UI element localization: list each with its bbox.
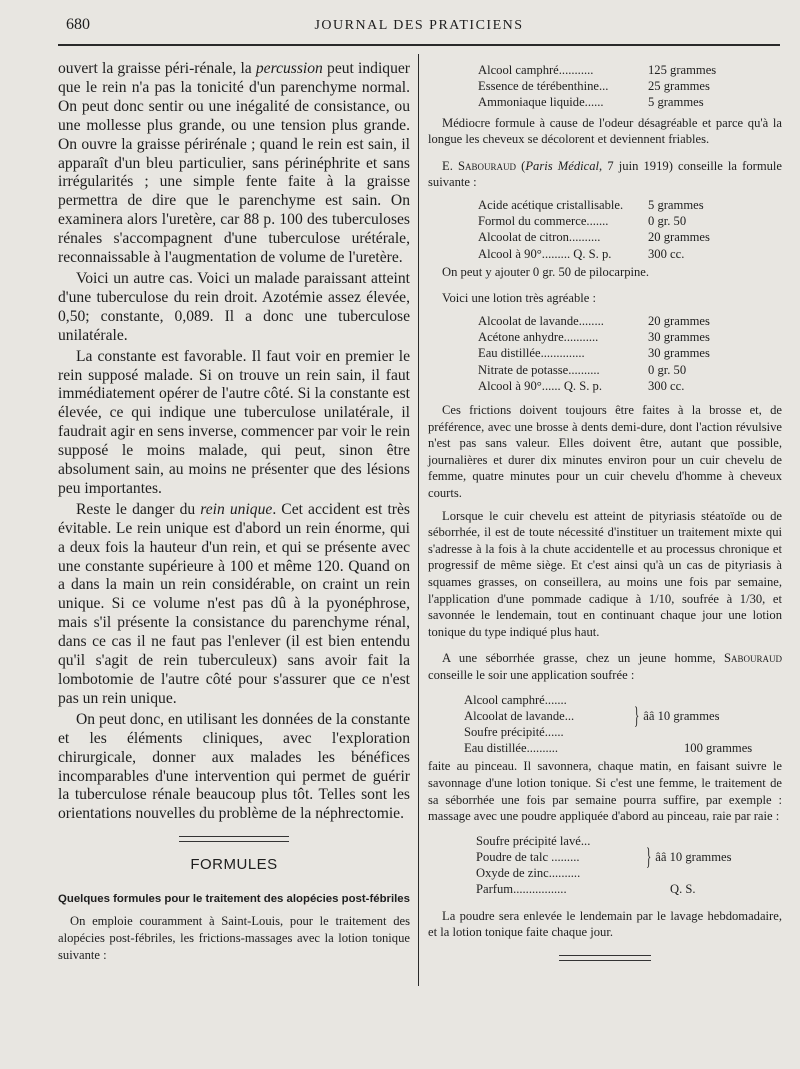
- shared-quantity: ââ 10 grammes: [655, 849, 732, 864]
- right-column: [428, 62, 782, 961]
- left-paragraph-4: Reste le danger du rein unique. Cet accident est très évitable. Le rein unique est d'abord un rein énorme, qui a deux fois la hauteur d'un rein, et qui se présente avec une constante supérieure à 100 et même 120. Quand on a dans la main un rein considérable, on craint un rein unique. Si ce volume n'est pas dû à la pyonéphrose, mais s'il présente la consistance du parenchyme rénal, dans ce cas il ne faut pas l'enlever (il est bien entendu qu'il s'agit de rein tuberculeux) sans avoir fait la lombotomie de l'autre côté pour s'assurer que ce n'est pas un rein unique.: [58, 500, 410, 707]
- recipe-2: [478, 197, 710, 262]
- right-paragraph-8: La poudre sera enlevée le lendemain par le lavage hebdomadaire, et la lotion tonique faite chaque jour.: [428, 908, 782, 940]
- author-name: Sabouraud: [723, 651, 782, 666]
- source-title: Paris Médical: [525, 158, 600, 173]
- right-paragraph-1: Médiocre formule à cause de l'odeur désagréable et parce qu'à la longue les cheveux se décolorent et deviennent friables.: [428, 115, 782, 147]
- left-paragraph-1: ouvert la graisse péri-rénale, la percussion peut indiquer que le rein n'a pas la tonicité d'un parenchyme normal. On peut donc sentir ou une inégalité de consistance, ou une mollesse plus grande, ou une tension plus grande. On ouvre la graisse périrénale ; quand le rein est sain, il apparaît d'un bleu particulier, sans périnéphrite et sans irrégularités ; une simple fente faite à la graisse permettra de dire que le parenchyme est sain. On examinera alors l'uretère, car 88 p. 100 des tuberculoses rénales s'accompagnent d'une tuberculose urétérale, reconnaissable à l'augmentation de volume de l'uretère.: [58, 60, 410, 267]
- recipe-row: Acide acétique cristallisable. 5 grammes: [478, 197, 704, 212]
- right-paragraph-3: Voici une lotion très agréable :: [442, 291, 596, 306]
- emphasis-rein-unique: rein unique: [200, 500, 273, 518]
- recipe-row: Ammoniaque liquide...... 5 grammes: [478, 95, 704, 110]
- column-divider: [418, 54, 419, 986]
- recipe-5: [476, 833, 732, 898]
- recipe-row: Eau distillée.......... 100 grammes: [464, 741, 753, 756]
- header-rule: [58, 44, 780, 46]
- left-paragraph-3: La constante est favorable. Il faut voir en premier le rein supposé malade. Si on trouve un rein sain, il faut immédiatement opérer de l'autre côté. Si la constante est élevée, ce qui indique une tuberculose unilatérale, il faudrait agir en sens inverse, commencer par voir le rein supposé le moins malade, qui peut, sinon être absolument sain, au moins ne présenter que des lésions peu importantes.: [58, 347, 410, 497]
- recipe-row: Eau distillée.............. 30 grammes: [478, 346, 710, 361]
- recipe-4: [464, 692, 752, 757]
- recipe-row: Alcoolat de lavande........ 20 grammes: [478, 313, 710, 328]
- recipe-row: Alcool à 90°......... Q. S. p. 300 cc.: [478, 246, 685, 261]
- recipe-row: Soufre précipité......: [464, 724, 564, 739]
- recipe-row: Poudre de talc .........: [476, 849, 580, 864]
- brace-glyph: }: [634, 703, 640, 730]
- shared-quantity: ââ 10 grammes: [643, 708, 720, 723]
- section-divider: [179, 836, 289, 842]
- left-paragraph-5: On peut donc, en utilisant les données de la constante et les éléments cliniques, avec l'exploration chirurgicale, donner aux malades les bénéfices incomparables d'une intervention qui permet de guérir la tuberculose rénale beaucoup plus tôt. Telles sont les orientations nouvelles du problème de la néphrectomie.: [58, 710, 410, 823]
- recipe-row: Essence de térébenthine... 25 grammes: [478, 79, 710, 94]
- recipe-row: Oxyde de zinc..........: [476, 866, 581, 881]
- right-paragraph-4: Ces frictions doivent toujours être faites à la brosse et, de préférence, avec une brosse à dents demi-dure, dont l'action révulsive n'est pas sans valeur. Elles doivent être, autant que possible, journalières et durer dix minutes environ pour un cuir chevelu de femme, quatre minutes pour un cuir chevelu d'homme à cheveux courts.: [428, 403, 782, 500]
- page-number: 680: [66, 16, 90, 33]
- recipe-1: [478, 62, 716, 111]
- recipe-row: Parfum................. Q. S.: [476, 882, 696, 897]
- right-paragraph-7: faite au pinceau. Il savonnera, chaque matin, en faisant suivre le savonnage d'une lotion tonique. Si c'est une femme, le traitement de sa séborrhée une fois par semaine pourra suffire, par exemple : massage avec une poudre appliquée d'abord au pinceau, raie par raie :: [428, 759, 782, 824]
- recipe-row: Alcool camphré....... } ââ 10 grammes: [464, 692, 720, 730]
- recipe-row: Alcool camphré........... 125 grammes: [478, 63, 717, 77]
- right-paragraph-6: A une séborrhée grasse, chez un jeune homme, Sabouraud conseille le soir une application soufrée :: [428, 651, 782, 682]
- author-name: E. Sabouraud: [442, 158, 516, 173]
- section-heading: FORMULES: [190, 856, 278, 874]
- brace-glyph: }: [646, 844, 652, 872]
- recipe-row: Alcoolat de citron.......... 20 grammes: [478, 230, 710, 245]
- left-paragraph-6: On emploie couramment à Saint-Louis, pour le traitement des alopécies post-fébriles, les frictions-massages avec la lotion tonique suivante :: [58, 914, 410, 963]
- end-divider: [559, 955, 651, 961]
- recipe-row: Formol du commerce....... 0 gr. 50: [478, 214, 687, 229]
- recipe-row: Nitrate de potasse.......... 0 gr. 50: [478, 362, 687, 377]
- recipe-3: [478, 313, 710, 394]
- recipe-row: Alcool à 90°...... Q. S. p. 300 cc.: [478, 378, 685, 393]
- journal-title: JOURNAL DES PRATICIENS: [314, 18, 524, 33]
- recipe-row: Acétone anhydre........... 30 grammes: [478, 330, 710, 345]
- emphasis-percussion: percussion: [255, 60, 323, 77]
- page-header: [58, 14, 780, 40]
- left-column: [58, 60, 410, 964]
- recipe-row: Soufre précipité lavé... } ââ 10 grammes: [476, 833, 732, 872]
- left-paragraph-2: Voici un autre cas. Voici un malade paraissant atteint d'une tuberculose du rein droit. Azotémie assez élevée, 0,50; constante, 0,089. Il a donc une tuberculose unilatérale.: [58, 269, 410, 344]
- right-paragraph-2: E. Sabouraud (Paris Médical, 7 juin 1919) conseille la formule suivante :: [428, 158, 783, 190]
- right-paragraph-5: Lorsque le cuir chevelu est atteint de pityriasis stéatoïde ou de séborrhée, il est de toute nécessité d'instituer un traitement mixte qui s'adresse à la fois à la chute accidentelle et au processus chronique et progressif de même siège. Et c'est ainsi qu'à un cas de pityriasis à squames grasses, on conseillera, au moins une fois par semaine, l'application d'une pommade cadique à 1/10, soufrée à 1/30, et savonnée le lendemain, tout en continuant chaque jour une lotion tonique du type indiqué plus haut.: [428, 508, 782, 639]
- section-subheading: Quelques formules pour le traitement des alopécies post-fébriles: [58, 893, 410, 906]
- recipe-2-note: On peut y ajouter 0 gr. 50 de pilocarpine.: [442, 264, 650, 279]
- recipe-row: Alcoolat de lavande...: [464, 708, 575, 723]
